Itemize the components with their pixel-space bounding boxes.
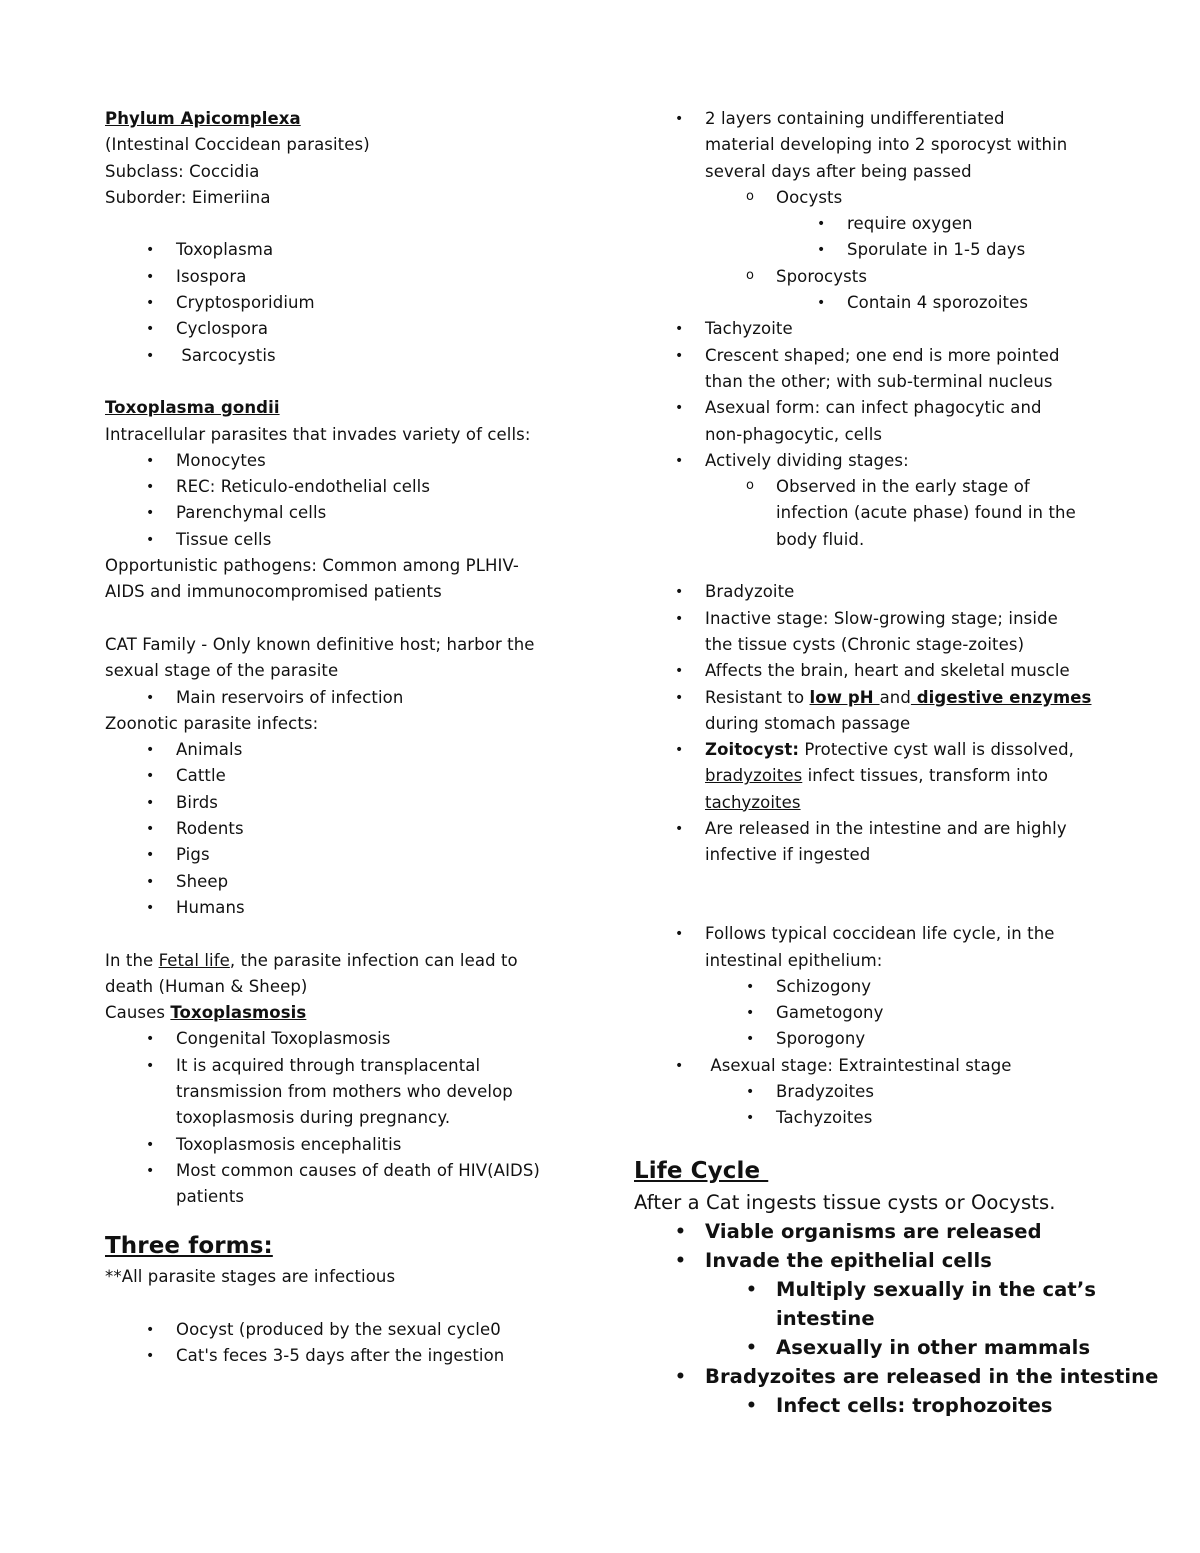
asexual-form-item: • Asexual form: can infect phagocytic and — [705, 395, 1134, 421]
cell-item: • REC: Reticulo-endothelial cells — [176, 474, 605, 500]
genus-item: • Sarcocystis — [176, 343, 605, 369]
follows-item-cont: intestinal epithelium: — [705, 950, 883, 970]
host-item: • Sheep — [176, 869, 605, 895]
life-cycle-subitem-cont: intestine — [776, 1306, 875, 1330]
layers-item: • 2 layers containing undifferentiated — [705, 106, 1134, 132]
zoitocyst-term: Zoitocyst: — [705, 740, 800, 760]
all-stages-note: **All parasite stages are infectious — [105, 1267, 396, 1287]
subclass-line: Subclass: Coccidia — [105, 161, 260, 181]
zoonotic-line: Zoonotic parasite infects: — [105, 713, 319, 733]
host-item: • Birds — [176, 790, 605, 816]
asexual-stage-item: • Asexual stage: Extraintestinal stage — [705, 1053, 1134, 1079]
causes-item: • Congenital Toxoplasmosis — [176, 1026, 605, 1052]
fetal-life-term: Fetal life — [158, 950, 230, 970]
right-column — [634, 106, 1159, 1420]
observed-subitem: o Observed in the early stage of — [776, 474, 1134, 500]
host-item: • Cattle — [176, 763, 605, 789]
sporocysts-subitem: o Sporocysts — [776, 264, 1134, 290]
asexual-form-cont: non-phagocytic, cells — [705, 424, 883, 444]
oocysts-detail: • require oxygen — [847, 211, 1134, 237]
reservoir-item: • Main reservoirs of infection — [176, 685, 605, 711]
crescent-item-cont: than the other; with sub-terminal nucleus — [705, 371, 1053, 391]
observed-subitem-cont: body fluid. — [776, 529, 865, 549]
asexual-stage-subitem: • Bradyzoites — [776, 1079, 1134, 1105]
observed-subitem-cont: infection (acute phase) found in the — [776, 503, 1076, 523]
phase-item: • Sporogony — [776, 1026, 1134, 1052]
phylum-title: Phylum Apicomplexa — [105, 109, 301, 128]
life-cycle-item: • Viable organisms are released — [705, 1217, 1134, 1246]
life-cycle-item: • Invade the epithelial cells — [705, 1246, 1134, 1275]
causes-item-cont: transmission from mothers who develop — [176, 1081, 513, 1101]
low-ph-term: low pH — [809, 687, 880, 707]
bradyzoite-item: • Bradyzoite — [705, 579, 1134, 605]
fetal-line: death (Human & Sheep) — [105, 976, 308, 996]
genus-item: • Cyclospora — [176, 316, 605, 342]
genus-item: • Toxoplasma — [176, 237, 605, 263]
follows-item: • Follows typical coccidean life cycle, in the — [705, 921, 1134, 947]
digestive-enzymes-term: digestive enzymes — [910, 687, 1092, 707]
host-item: • Rodents — [176, 816, 605, 842]
genus-item: • Cryptosporidium — [176, 290, 605, 316]
cat-family-line: sexual stage of the parasite — [105, 661, 339, 681]
fetal-line: In the Fetal life, the parasite infection can lead to — [105, 950, 518, 970]
causes-item-cont: patients — [176, 1187, 245, 1207]
zoitocyst-item: • Zoitocyst: Protective cyst wall is dissolved, — [705, 737, 1134, 763]
causes-item: • Toxoplasmosis encephalitis — [176, 1132, 605, 1158]
life-cycle-subitem: • Multiply sexually in the cat’s — [776, 1275, 1134, 1304]
tachyzoite-item: • Tachyzoite — [705, 316, 1134, 342]
life-cycle-intro: After a Cat ingests tissue cysts or Oocysts. — [634, 1190, 1056, 1214]
oocysts-subitem: o Oocysts — [776, 185, 1134, 211]
genus-item: • Isospora — [176, 264, 605, 290]
cell-item: • Tissue cells — [176, 527, 605, 553]
three-forms-heading: Three forms: — [105, 1233, 273, 1260]
resistant-item-cont: during stomach passage — [705, 713, 911, 733]
oocyst-item: • Oocyst (produced by the sexual cycle0 — [176, 1317, 605, 1343]
asexual-stage-subitem: • Tachyzoites — [776, 1105, 1134, 1131]
inactive-item-cont: the tissue cysts (Chronic stage-zoites) — [705, 634, 1025, 654]
cell-item: • Parenchymal cells — [176, 500, 605, 526]
life-cycle-subitem: • Infect cells: trophozoites — [776, 1391, 1134, 1420]
suborder-line: Suborder: Eimeriina — [105, 187, 271, 207]
layers-item-cont: material developing into 2 sporocyst within — [705, 135, 1068, 155]
cell-item: • Monocytes — [176, 448, 605, 474]
left-column — [105, 106, 605, 1370]
sporocysts-detail: • Contain 4 sporozoites — [847, 290, 1134, 316]
zoitocyst-item-cont — [705, 790, 1134, 816]
phase-item: • Gametogony — [776, 1000, 1134, 1026]
released-item-cont: infective if ingested — [705, 845, 871, 865]
released-item: • Are released in the intestine and are highly — [705, 816, 1134, 842]
opportunistic-line: AIDS and immunocompromised patients — [105, 582, 442, 602]
life-cycle-subitem: • Asexually in other mammals — [776, 1333, 1134, 1362]
life-cycle-item: • Bradyzoites are released in the intestine — [705, 1362, 1134, 1391]
toxo-intro: Intracellular parasites that invades variety of cells: — [105, 424, 531, 444]
layers-item-cont: several days after being passed — [705, 161, 972, 181]
opportunistic-line: Opportunistic pathogens: Common among PLHIV- — [105, 556, 519, 576]
toxoplasmosis-term: Toxoplasmosis — [170, 1003, 307, 1023]
toxoplasma-title: Toxoplasma gondii — [105, 398, 280, 418]
causes-item: • It is acquired through transplacental — [176, 1053, 605, 1079]
causes-item: • Most common causes of death of HIV(AIDS) — [176, 1158, 605, 1184]
host-item: • Animals — [176, 737, 605, 763]
host-item: • Humans — [176, 895, 605, 921]
oocysts-detail: • Sporulate in 1-5 days — [847, 237, 1134, 263]
cat-family-line: CAT Family - Only known definitive host; harbor the — [105, 634, 535, 654]
causes-item-cont: toxoplasmosis during pregnancy. — [176, 1108, 451, 1128]
crescent-item: • Crescent shaped; one end is more pointed — [705, 343, 1134, 369]
bradyzoites-term: bradyzoites — [705, 766, 803, 786]
life-cycle-heading: Life Cycle — [634, 1157, 769, 1184]
affects-item: • Affects the brain, heart and skeletal muscle — [705, 658, 1134, 684]
resistant-item: • Resistant to low pH and digestive enzymes — [705, 685, 1134, 711]
oocyst-item: • Cat's feces 3-5 days after the ingestion — [176, 1343, 605, 1369]
host-item: • Pigs — [176, 842, 605, 868]
phylum-subtitle: (Intestinal Coccidean parasites) — [105, 135, 370, 155]
causes-line: Causes Toxoplasmosis — [105, 1003, 307, 1023]
phase-item: • Schizogony — [776, 974, 1134, 1000]
actively-dividing-item: • Actively dividing stages: — [705, 448, 1134, 474]
tachyzoites-term: tachyzoites — [705, 792, 801, 812]
zoitocyst-item-cont: bradyzoites infect tissues, transform into — [705, 766, 1049, 786]
inactive-item: • Inactive stage: Slow-growing stage; inside — [705, 606, 1134, 632]
